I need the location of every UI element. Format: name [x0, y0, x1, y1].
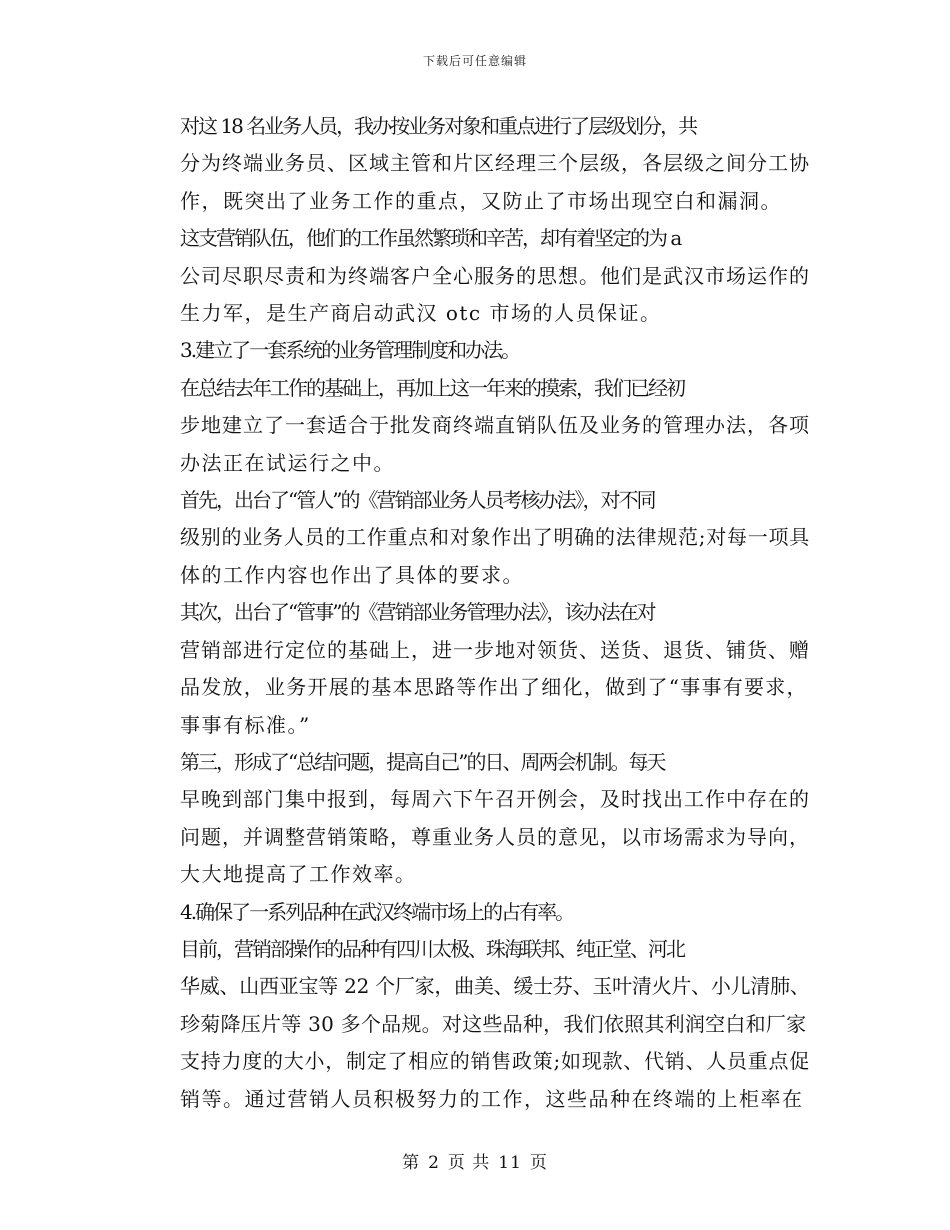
page-number: 2: [428, 1153, 440, 1173]
text-line: 问题，并调整营销策略，尊重业务人员的意见，以市场需求为导向，: [180, 824, 810, 849]
text-line: 珍菊降压片等 30 多个品规。对这些品种，我们依照其利润空白和厂家: [180, 1011, 807, 1036]
section-heading: [140, 332, 812, 369]
footer-suffix: 页: [529, 1153, 548, 1173]
footer-middle: 页 共: [447, 1153, 491, 1173]
text-line: 首先，出台了“管人”的《营销部业务人员考核办法》，对不同: [180, 488, 655, 513]
text-line: 对这 18 名业务人员，我办按业务对象和重点进行了层级划分，共: [180, 114, 697, 138]
text-line: 销等。通过营销人员积极努力的工作，这些品种在终端的上柜率在: [180, 1086, 804, 1111]
text-line: 在总结去年工作的基础上，再加上这一年来的摸索，我们已经初: [180, 375, 684, 400]
page-header: 下载后可任意编辑: [422, 54, 527, 68]
text-line: 作，既突出了业务工作的重点，又防止了市场出现空白和漏洞。: [180, 188, 782, 213]
text-line: 早晚到部门集中报到，每周六下午召开例会，及时找出工作中存在的: [180, 787, 810, 812]
text-line: 3.建立了一套系统的业务管理制度和办法。: [180, 338, 520, 363]
footer-prefix: 第: [402, 1153, 421, 1173]
text-line: 体的工作内容也作出了具体的要求。: [180, 562, 524, 587]
text-line: 大大地提高了工作效率。: [180, 862, 417, 887]
text-line: 支持力度的大小，制定了相应的销售政策;如现款、代销、人员重点促: [180, 1049, 810, 1074]
paragraph: [140, 931, 812, 1118]
text-line: 办法正在试运行之中。: [180, 450, 395, 475]
page-footer: [0, 1148, 950, 1173]
section-heading: [140, 894, 812, 931]
text-line: 其次，出台了“管事”的《营销部业务管理办法》，该办法在对: [180, 600, 655, 625]
text-line: 分为终端业务员、区域主管和片区经理三个层级，各层级之间分工协: [180, 151, 810, 176]
text-line: 级别的业务人员的工作重点和对象作出了明确的法律规范;对每一项具: [180, 525, 810, 550]
paragraph: [140, 744, 812, 894]
text-line: 目前，营销部操作的品种有四川太极、珠海联邦、纯正堂、河北: [180, 936, 684, 961]
paragraph: [140, 370, 812, 482]
paragraph: [140, 594, 812, 744]
paragraph: [140, 220, 812, 332]
document-body: [140, 108, 812, 1118]
paragraph: [140, 108, 812, 220]
text-line: 这支营销队伍，他们的工作虽然繁琐和辛苦，却有着坚定的为 a: [180, 226, 681, 251]
text-line: 4.确保了一系列品种在武汉终端市场上的占有率。: [180, 899, 574, 924]
text-line: 华威、山西亚宝等 22 个厂家，曲美、缓士芬、玉叶清火片、小儿清肺、: [180, 974, 810, 999]
text-line: 步地建立了一套适合于批发商终端直销队伍及业务的管理办法，各项: [180, 413, 810, 438]
text-line: 营销部进行定位的基础上，进一步地对领货、送货、退货、铺货、赠: [180, 637, 810, 662]
text-line: 公司尽职尽责和为终端客户全心服务的思想。他们是武汉市场运作的: [180, 263, 810, 288]
text-line: 第三，形成了“总结问题，提高自己”的日、周两会机制。每天: [180, 749, 665, 774]
text-line: 生力军，是生产商启动武汉 otc 市场的人员保证。: [180, 301, 662, 326]
text-line: 品发放，业务开展的基本思路等作出了细化，做到了“事事有要求，: [180, 675, 808, 700]
paragraph: [140, 482, 812, 594]
text-line: 事事有标准。”: [180, 712, 311, 737]
total-pages: 11: [498, 1153, 522, 1173]
